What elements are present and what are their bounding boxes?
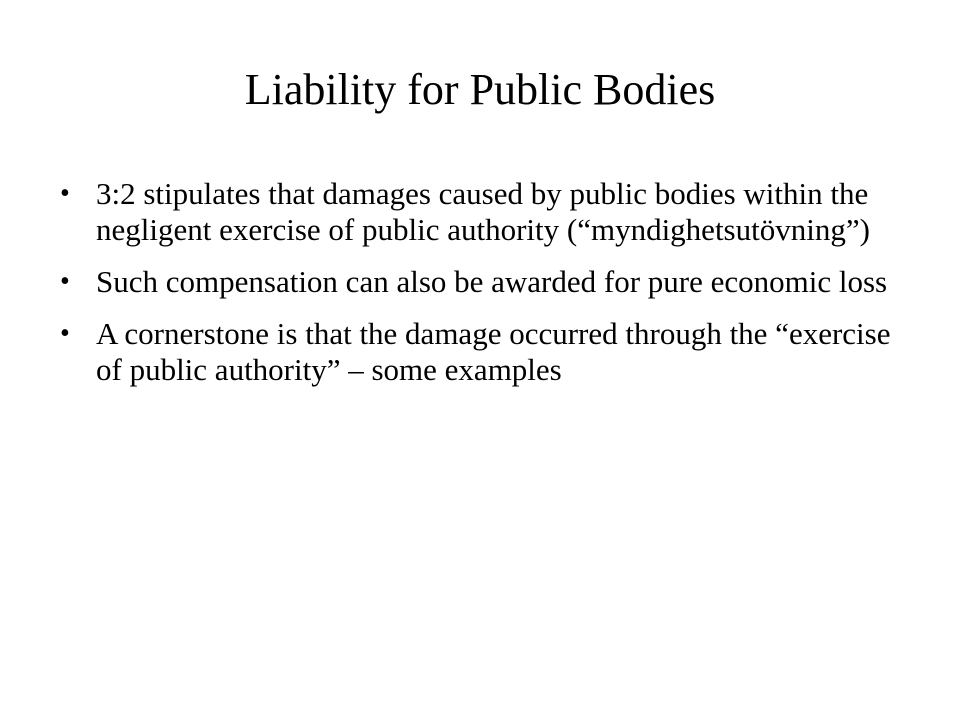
bullet-icon: •: [60, 178, 70, 209]
slide-title: Liability for Public Bodies: [244, 65, 716, 114]
bullet-icon: •: [60, 266, 70, 297]
bullet-item: [58, 176, 898, 248]
bullet-icon: •: [60, 318, 70, 349]
bullet-item: [58, 264, 898, 300]
bullet-item: [58, 316, 898, 388]
bullet-text: Such compensation can also be awarded for pure economic loss: [96, 264, 888, 299]
bullet-text: 3:2 stipulates that damages caused by public bodies within the negligent exercise of public authority (“myndighetsutövning”): [96, 176, 870, 247]
bullet-list: [58, 176, 898, 404]
bullet-text: A cornerstone is that the damage occurred through the “exercise of public authority” – some examples: [96, 316, 891, 387]
